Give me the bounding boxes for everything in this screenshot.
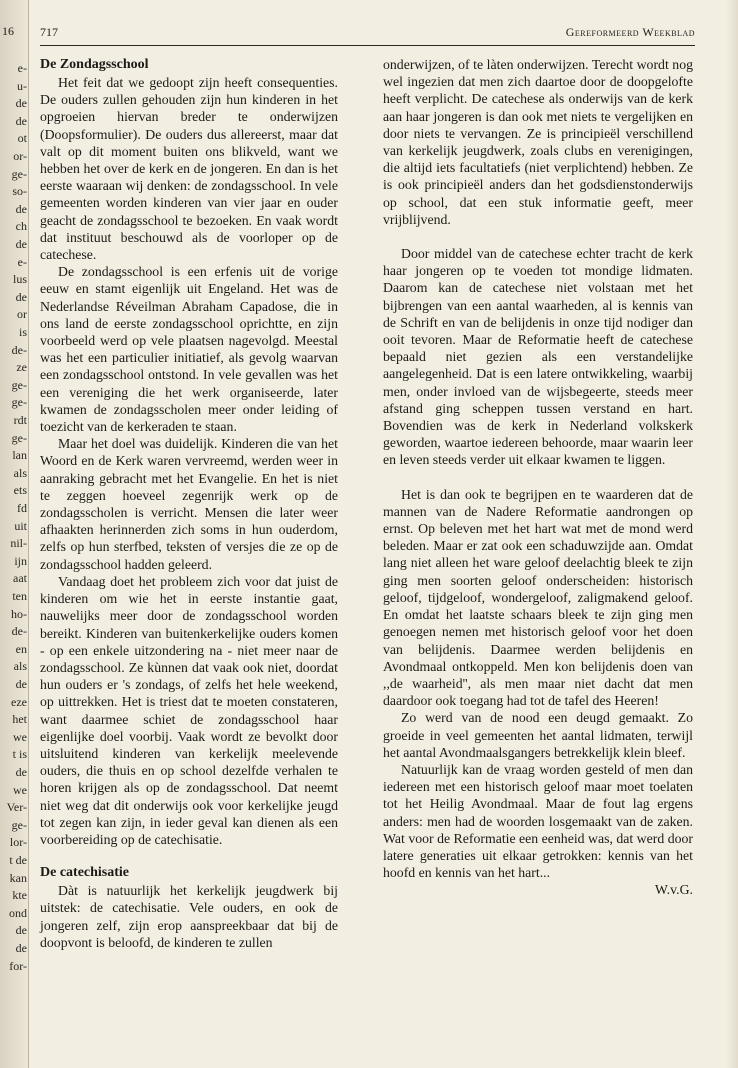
previous-page-fragment: nil- [10, 536, 27, 551]
paragraph: Zo werd van de nood een deugd gemaakt. Zo groeide in veel gemeenten het aantal lidmaten, terwijl het aantal Avondmaalsgangers betrekkelijk klein bleef. [383, 710, 693, 760]
previous-page-fragment: for- [9, 958, 27, 973]
previous-page-fragment: lor- [9, 835, 27, 850]
paragraph: Natuurlijk kan de vraag worden gesteld of men dan iedereen met een historisch geloof maar moet toelaten tot het Heilig Avondmaal. Maar de fout lag ergens anders: men had de woorden losgemaakt van de zaken. Wat voor de Reformatie een eenheid was, dat werd door latere generaties uit elkaar getrokken: kennis van het hoofd en kennis van het hart... [383, 761, 693, 881]
previous-page-fragment: en [15, 641, 27, 656]
previous-page-fragment: is [18, 325, 27, 339]
paragraph: De zondagsschool is een erfenis uit de vorige eeuw en stamt eigenlijk uit Engeland. Het was de Nederlandse Réveilman Abraham Capadose, die in ons land de eerste zondagsschool oprichtte, en zijn voorbeeld werd op vele plaatsen nagevolgd. Meestal was het een particulier initiatief, als gevolg waarvan een zondagsschool ontstond. In vele gevallen was het een vereniging die het werk organiseerde, later kwamen de zondagsscholen meer onder leiding of toezicht van de kerkeraden te staan. [40, 264, 338, 435]
section-heading-catechisatie: De catechisatie [40, 865, 130, 881]
previous-page-fragment: kte [12, 888, 27, 903]
author-signature: W.v.G. [654, 882, 693, 898]
left-column [40, 56, 338, 951]
previous-page-fragment: lus [12, 272, 27, 287]
previous-page-fragment: ze [16, 360, 27, 375]
previous-page-fragment: als [13, 659, 27, 674]
paragraph: onderwijzen, of te làten onderwijzen. Terecht wordt nog wel ingezien dat men zich daartoe door de doopgelofte heeft verplicht. De catechese als onderwijs van de kerk aan haar jongeren is dan ook met niets te vergelijken en door niets te vervangen. Ze is principieël verschillend van kerkelijk jeugdwerk, zoals clubs en verenigingen, die altijd iets facultatiefs (niet verplichtend) hebben. Ze is ook principieël anders dan het godsdienstonderwijs op school, dat een stuk informatie geeft, meer vrijblijvend. [383, 57, 693, 227]
previous-page-fragment: ijn [14, 553, 27, 568]
previous-page-fragment: or- [13, 149, 27, 163]
previous-page-fragment: e- [17, 254, 27, 269]
previous-page-fragment: eze [11, 694, 27, 709]
previous-page-fragment: ch [15, 219, 27, 234]
previous-page-fragment: de [15, 201, 27, 216]
previous-page-fragment: de- [11, 624, 27, 639]
previous-page-fragment: het [12, 712, 27, 727]
running-header [40, 25, 695, 42]
previous-page-fragment: ge- [11, 430, 27, 445]
right-column [383, 56, 693, 899]
paragraph: Maar het doel was duidelijk. Kinderen die van het Woord en de Kerk waren vervreemd, werden weer in aanraking gebracht met het Evangelie. En het is niet te zeggen hoeveel zegenrijk werk op de zondagsscholen is verricht. Mensen die later weer afhaakten herinnerden zich soms in hun ouderdom, zelfs op hun sterfbed, teksten of versjes die ze op de zondagsschool hadden geleerd. [40, 436, 338, 572]
previous-page-fragment: ot [17, 131, 27, 146]
previous-page-fragment: ge- [11, 395, 27, 410]
page-number: 717 [40, 25, 58, 39]
previous-page-fragment: aat [13, 571, 27, 586]
previous-page-fragment: rdt [13, 413, 27, 427]
paragraph: Door middel van de catechese echter tracht de kerk haar jongeren op te voeden tot mondige lidmaten. Daarom kan de catechese niet volstaan met het bijbrengen van een aantal waarheden, al is kennis van de Schrift en van de belijdenis in onze tijd nodiger dan ooit tevoren. Maar de Reformatie heeft de catechese bepaald niet gezien als een verstandelijke aangelegenheid. Dat is een latere ontwikkeling, waarbij men, onder invloed van de wijsbegeerte, steeds meer afstand ging scheppen tussen verstand en hart. Bovendien was de kerk in Nederland volkskerk geworden, waartoe iedereen behoorde, maar waarin leer en leven steeds verder uit elkaar kwamen te liggen. [383, 246, 693, 468]
header-rule [40, 45, 695, 46]
section-heading-zondagsschool: De Zondagsschool [40, 57, 149, 72]
paragraph: Het is dan ook te begrijpen en te waarderen dat de mannen van de Nadere Reformatie aandrongen op ernst. Op beleven met het hart wat met de mond werd beleden. Maar er zat ook een schaduwzijde aan. Omdat lang niet alleen het ware geloof deelachtig bleek te zijn ging men soorten geloof onderscheiden: historisch geloof, tijdgeloof, wondergeloof, zaligmakend geloof. En omdat het laatste schaars bleek te zijn ging men genoegen nemen met historisch geloof voor het doen van belijdenis. Daarmee werden belijdenis en Avondmaal ontkoppeld. Men kon belijdenis doen van ,,de waarheid'', als men maar niet dacht dat men daardoor ook toegang had tot de tafel des Heeren! [383, 486, 693, 709]
previous-page-fragment: Ver- [6, 800, 27, 815]
previous-page-fragment: de [15, 765, 27, 779]
previous-page-fragment: de [15, 113, 27, 128]
previous-page-fragment: ge- [11, 166, 27, 181]
previous-page-margin [0, 0, 29, 1068]
previous-page-fragment: de [15, 677, 27, 691]
previous-page-fragment: ge- [11, 377, 27, 392]
previous-page-fragment: we [13, 782, 27, 797]
previous-page-fragment: de [15, 941, 27, 955]
previous-page-fragment: or [17, 307, 27, 322]
previous-page-fragment: t is [12, 747, 27, 762]
previous-page-fragment: de [15, 96, 27, 111]
previous-page-fragment: e- [17, 61, 27, 75]
page-edge-shadow [726, 0, 738, 1068]
previous-page-fragment: de [15, 289, 27, 304]
previous-page-fragment: ge- [11, 817, 27, 832]
previous-page-number: 16 [2, 24, 14, 38]
magazine-title: Gereformeerd Weekblad [565, 25, 695, 39]
previous-page-fragment: lan [12, 448, 27, 463]
previous-page-fragment: fd [17, 501, 27, 515]
previous-page-fragment: kan [9, 870, 27, 885]
paragraph: Het feit dat we gedoopt zijn heeft consequenties. De ouders zullen gehouden zijn hun kinderen in het opgroeien hiervan breder te onderwijzen (Doopsformulier). De ouders dus allereerst, maar dat valt op dit moment buiten ons blikveld, want we hebben het over de kerk en de jongeren. En dan is het eerste waaraan wij denken: de zondagsschool. In vele gemeenten worden kinderen van vier jaar en ouder geacht de zondagsschool te bezoeken. En vaak wordt dat instituut beschouwd als de voorloper op de catechese. [40, 75, 338, 263]
previous-page-fragment: we [13, 729, 27, 744]
previous-page-fragment: ets [13, 483, 27, 498]
previous-page-fragment: ond [9, 905, 27, 920]
previous-page-fragment: als [13, 465, 27, 480]
previous-page-fragment: u- [17, 78, 27, 93]
previous-page-fragment: de [15, 923, 27, 938]
paragraph: Vandaag doet het probleem zich voor dat juist de kinderen om wie het in eerste instantie gaat, nauwelijks meer door de zondagsschool worden bereikt. Kinderen van buitenkerkelijke ouders komen - op een enkele uitzondering na - niet meer naar de zondagsschool. Ze kùnnen dat vaak ook niet, doordat hun ouders er 's zondags, of zelfs het hele weekend, op uittrekken. Het is triest dat te moeten constateren, want daarmee schiet de zondagsschool haar eigenlijke doel voorbij. Vaak wordt ze bevolkt door uitsluitend kinderen van kerkelijk meelevende ouders, die thuis en op school dezelfde verhalen te horen krijgen als op de zondagsschool. Dat neemt niet weg dat dit onderwijs ook voor kerkelijke jeugd tot zegen kan zijn, in ieder geval kan dienen als een voorbereiding op de catechisatie. [40, 573, 338, 847]
previous-page-fragment: so- [12, 184, 27, 199]
paragraph: Dàt is natuurlijk het kerkelijk jeugdwerk bij uitstek: de catechisatie. Vele ouders, en ook de jongeren zelf, zijn erop aanspreekbaar dat bij de doopvont is beloofd, de kinderen te zullen [40, 883, 338, 950]
previous-page-fragment: t de [9, 853, 27, 867]
previous-page-fragment: ten [12, 589, 27, 603]
previous-page-fragment: ho- [11, 606, 27, 621]
previous-page-fragment: de- [11, 342, 27, 357]
previous-page-fragment: uit [14, 518, 27, 533]
previous-page-fragment: de [15, 237, 27, 251]
